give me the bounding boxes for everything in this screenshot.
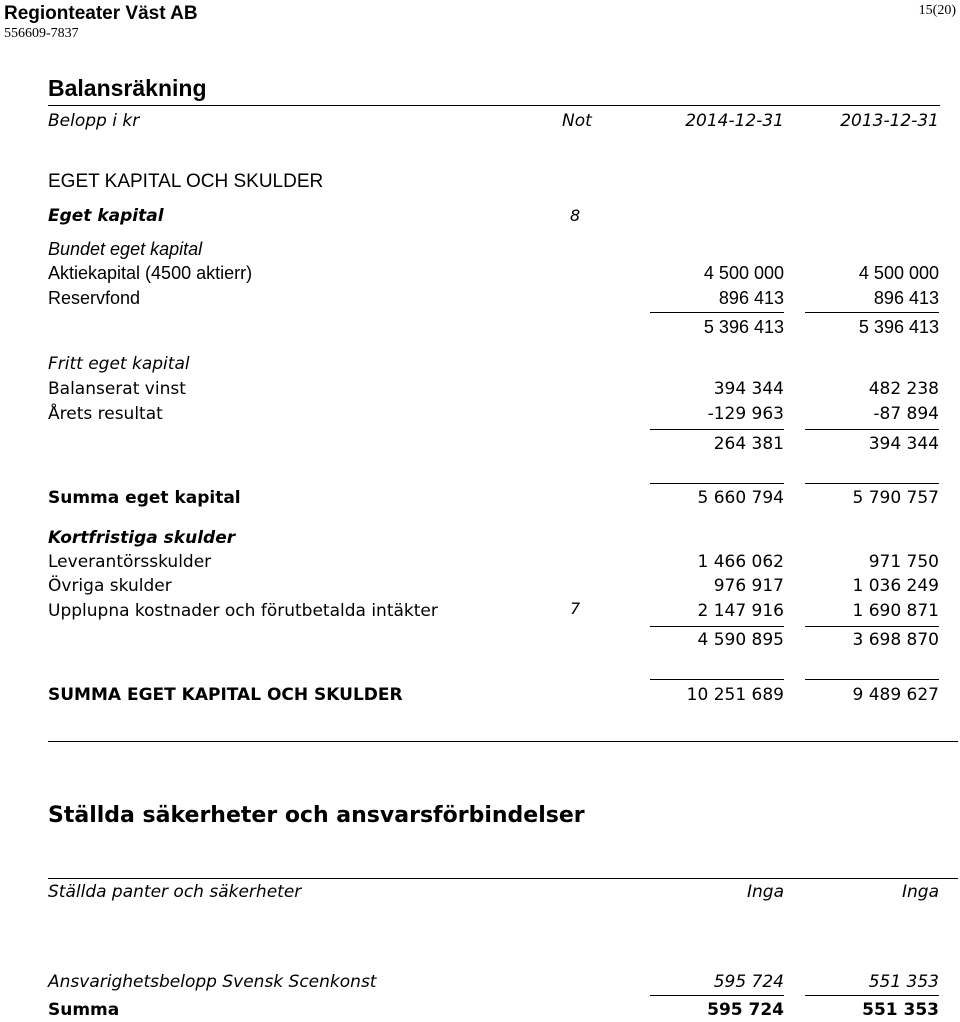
- grand-total-y2: 9 489 627: [852, 685, 939, 705]
- grand-total-label: SUMMA EGET KAPITAL OCH SKULDER: [48, 685, 403, 705]
- section-divider: [48, 741, 958, 742]
- row-accrued-expenses-note: 7: [570, 599, 581, 618]
- title-rule: [48, 105, 940, 106]
- row-share-capital-y2: 4 500 000: [858, 263, 939, 283]
- liabilities-subtotal-y2: 3 698 870: [852, 630, 939, 650]
- column-header-year2: 2013-12-31: [840, 111, 939, 131]
- restricted-subtotal-y2: 5 396 413: [858, 317, 939, 337]
- underline-y1: [650, 312, 784, 313]
- unrestricted-equity-heading: Fritt eget kapital: [48, 354, 190, 374]
- row-net-result-y2: -87 894: [873, 404, 939, 424]
- row-share-capital-label: Aktiekapital (4500 aktierr): [48, 263, 253, 283]
- page-title: Balansräkning: [48, 75, 207, 101]
- liabilities-subtotal-y1: 4 590 895: [697, 630, 784, 650]
- row-share-capital-y1: 4 500 000: [703, 263, 784, 283]
- underline-y1: [650, 483, 784, 484]
- contingent-label: Ansvarighetsbelopp Svensk Scenkonst: [48, 972, 377, 992]
- pledged-total-label: Summa: [48, 1000, 120, 1020]
- row-retained-earnings-label: Balanserat vinst: [48, 379, 186, 399]
- column-header-note: Not: [562, 111, 592, 131]
- row-accrued-expenses-y2: 1 690 871: [852, 601, 939, 621]
- row-other-liabilities-y2: 1 036 249: [852, 576, 939, 596]
- underline-y1: [650, 429, 784, 430]
- contingent-y2: 551 353: [868, 972, 939, 992]
- equity-note: 8: [570, 206, 581, 225]
- underline-y2: [805, 483, 939, 484]
- equity-total-label: Summa eget kapital: [48, 488, 241, 508]
- equity-total-y1: 5 660 794: [697, 488, 784, 508]
- underline-y2: [805, 679, 939, 680]
- pledges-y1: Inga: [747, 882, 784, 902]
- row-retained-earnings-y2: 482 238: [868, 379, 939, 399]
- underline-y1: [650, 626, 784, 627]
- contingent-y1: 595 724: [713, 972, 784, 992]
- column-header-year1: 2014-12-31: [685, 111, 784, 131]
- pledged-total-y1: 595 724: [707, 1000, 784, 1020]
- pledged-title-rule: [48, 878, 958, 879]
- equity-total-y2: 5 790 757: [852, 488, 939, 508]
- page-number: 15(20): [918, 3, 956, 18]
- row-accrued-expenses-label: Upplupna kostnader och förutbetalda intäkter: [48, 601, 438, 621]
- pledges-label: Ställda panter och säkerheter: [48, 882, 302, 902]
- column-header-label: Belopp i kr: [48, 111, 140, 131]
- pledges-y2: Inga: [902, 882, 939, 902]
- equity-heading: Eget kapital: [48, 206, 164, 226]
- underline-y2: [805, 312, 939, 313]
- pledged-total-y2: 551 353: [862, 1000, 939, 1020]
- unrestricted-subtotal-y2: 394 344: [868, 434, 939, 454]
- row-reserve-fund-y2: 896 413: [873, 288, 939, 308]
- row-accounts-payable-y1: 1 466 062: [697, 552, 784, 572]
- row-accounts-payable-y2: 971 750: [868, 552, 939, 572]
- row-reserve-fund-label: Reservfond: [48, 288, 141, 308]
- org-number: 556609-7837: [4, 26, 79, 41]
- current-liabilities-heading: Kortfristiga skulder: [48, 528, 236, 548]
- row-other-liabilities-label: Övriga skulder: [48, 576, 172, 596]
- underline-y2: [805, 626, 939, 627]
- row-accounts-payable-label: Leverantörsskulder: [48, 552, 212, 572]
- underline-y2: [805, 995, 939, 996]
- row-net-result-y1: -129 963: [707, 404, 784, 424]
- row-accrued-expenses-y1: 2 147 916: [697, 601, 784, 621]
- company-name: Regionteater Väst AB: [4, 3, 198, 24]
- row-other-liabilities-y1: 976 917: [713, 576, 784, 596]
- pledged-section-title: Ställda säkerheter och ansvarsförbindelser: [48, 803, 585, 828]
- underline-y2: [805, 429, 939, 430]
- restricted-subtotal-y1: 5 396 413: [703, 317, 784, 337]
- underline-y1: [650, 995, 784, 996]
- section-heading: EGET KAPITAL OCH SKULDER: [48, 171, 324, 192]
- row-net-result-label: Årets resultat: [48, 404, 163, 424]
- row-reserve-fund-y1: 896 413: [718, 288, 784, 308]
- restricted-equity-heading: Bundet eget kapital: [48, 239, 203, 259]
- grand-total-y1: 10 251 689: [686, 685, 784, 705]
- row-retained-earnings-y1: 394 344: [713, 379, 784, 399]
- underline-y1: [650, 679, 784, 680]
- unrestricted-subtotal-y1: 264 381: [713, 434, 784, 454]
